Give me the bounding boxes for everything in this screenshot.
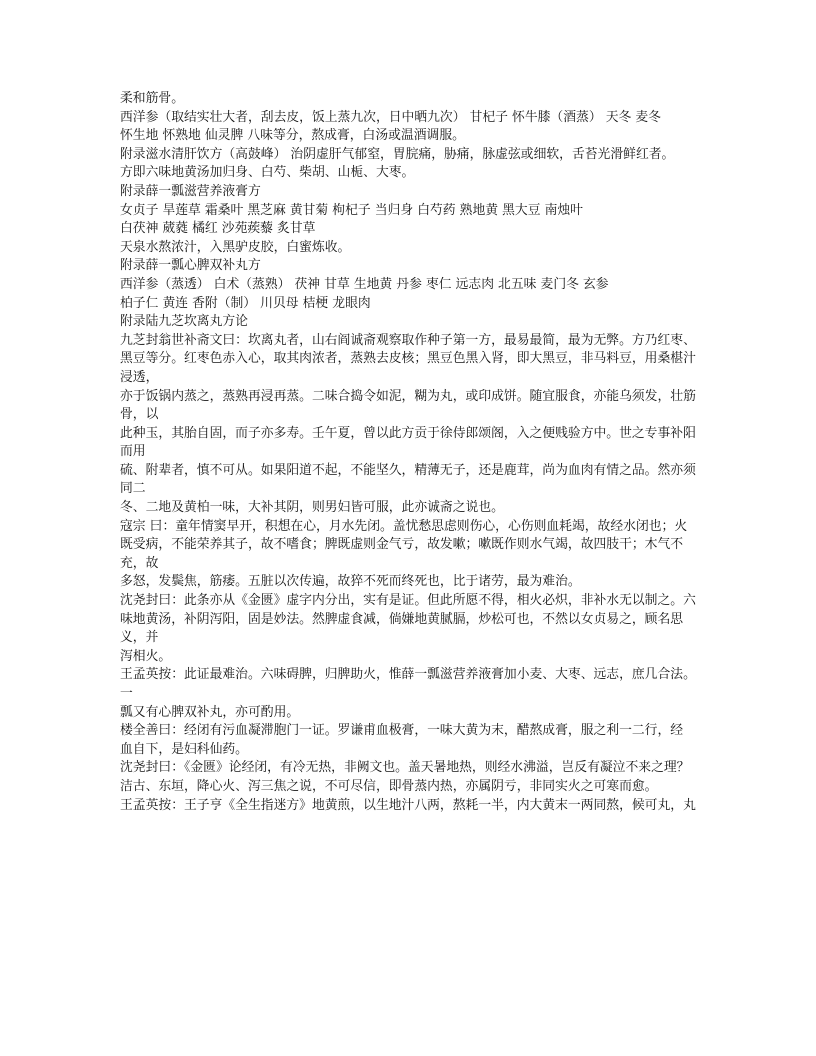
text-line: 泻相火。 [120,648,172,664]
text-line: 瓢又有心脾双补丸，亦可酌用。 [120,704,300,720]
text-line: 硫、附辈者，慎不可从。如果阳道不起，不能坚久，精薄无子，还是鹿茸，尚为血肉有情之品。然亦须同二 [120,462,696,497]
text-line: 此种玉，其胎自固，而子亦多寿。壬午夏，曾以此方贡于徐侍郎颂阁，入之便贱验方中。世之专事补阳而用 [120,425,696,460]
text-line: 黑豆等分。红枣色赤入心，取其肉浓者，蒸熟去皮核；黑豆色黑入肾，即大黑豆，非马料豆，用桑椹汁浸透， [120,351,696,385]
text-line: 方即六味地黄汤加归身、白芍、柴胡、山栀、大枣。 [120,165,415,181]
text-line: 血自下，是妇科仙药。 [120,741,248,757]
text-line: 沈尧封曰：此条亦从《金匮》虚字内分出，实有是证。但此所愿不得，相火必炽，非补水无以制之。六 [120,593,696,609]
document-page [120,90,696,815]
text-line: 冬、二地及黄柏一味，大补其阴，则男妇皆可服，此亦诚斋之说也。 [120,500,504,516]
text-line: 既受病，不能荣养其子，故不嗜食；脾既虚则金气亏，故发嗽；嗽既作则水气竭，故四肢干；木气不充，故 [120,537,684,571]
text-line: 西洋参（取结实壮大者，刮去皮，饭上蒸九次，日中晒九次） 甘杞子 怀牛膝（酒蒸） 天冬 麦冬 [120,109,661,125]
text-line: 白茯神 葳蕤 橘红 沙苑蒺藜 炙甘草 [120,221,316,237]
text-line: 女贞子 旱莲草 霜桑叶 黑芝麻 黄甘菊 枸杞子 当归身 白芍药 熟地黄 黑大豆 南烛叶 [120,202,583,218]
text-line: 怀生地 怀熟地 仙灵脾 八味等分，熬成膏，白汤或温酒调服。 [120,128,465,144]
text-line: 天泉水熬浓汁，入黑驴皮胶，白蜜炼收。 [120,239,351,255]
section-heading: 附录陆九芝坎离丸方论 [120,314,248,330]
text-line: 亦于饭锅内蒸之，蒸熟再浸再蒸。二味合捣令如泥，糊为丸，或印成饼。随宜服食，亦能乌须发，壮筋骨，以 [120,388,696,423]
text-line: 王孟英按：王子亨《全生指迷方》地黄煎，以生地汁八两，熬耗一半，内大黄末一两同熬，候可丸，丸 [120,797,696,813]
text-line: 楼全善曰：经闭有污血凝滞胞门一证。罗谦甫血极膏，一味大黄为末，醋熬成膏，服之利一二行，经 [120,723,684,739]
text-line: 王孟英按：此证最难治。六味碍脾，归脾助火，惟薛一瓢滋营养液膏加小麦、大枣、远志，庶几合法。一 [120,667,696,701]
text-line: 味地黄汤，补阴泻阳，固是妙法。然脾虚食减，倘嫌地黄腻膈，炒松可也，不然以女贞易之，顾名思义，并 [120,611,684,646]
text-line: 沈尧封曰：《金匮》论经闭，有冷无热，非阙文也。盖天暑地热，则经水沸溢，岂反有凝泣不来之理？ [120,760,690,776]
section-heading: 附录薛一瓢心脾双补丸方 [120,258,261,274]
text-line: 西洋参（蒸透） 白术（蒸熟） 茯神 甘草 生地黄 丹参 枣仁 远志肉 北五味 麦门冬 玄参 [120,276,609,292]
text-line: 寇宗 曰：童年情窦早开，积想在心，月水先闭。盖忧愁思虑则伤心，心伤则血耗竭，故经水闭也；火 [120,518,688,534]
text-line: 柏子仁 黄连 香附（制） 川贝母 桔梗 龙眼肉 [120,295,371,311]
text-line: 多怒，发鬓焦，筋痿。五脏以次传遍，故猝不死而终死也，比于诸劳，最为难治。 [120,574,581,590]
text-line: 九芝封翁世补斋文曰：坎离丸者，山右阎诚斋观察取作种子第一方，最易最简，最为无弊。方乃红枣、 [120,332,696,348]
section-heading: 附录薛一瓢滋营养液膏方 [120,183,261,199]
text-line: 柔和筋骨。 [120,91,184,106]
text-line: 洁古、东垣，降心火、泻三焦之说，不可尽信，即骨蒸内热，亦属阴亏，非同实火之可寒而愈。 [120,778,658,794]
text-line: 附录滋水清肝饮方（高鼓峰） 治阴虚肝气郁窒，胃脘痛，胁痛，脉虚弦或细软，舌苔光滑鲜红者。 [120,146,675,162]
